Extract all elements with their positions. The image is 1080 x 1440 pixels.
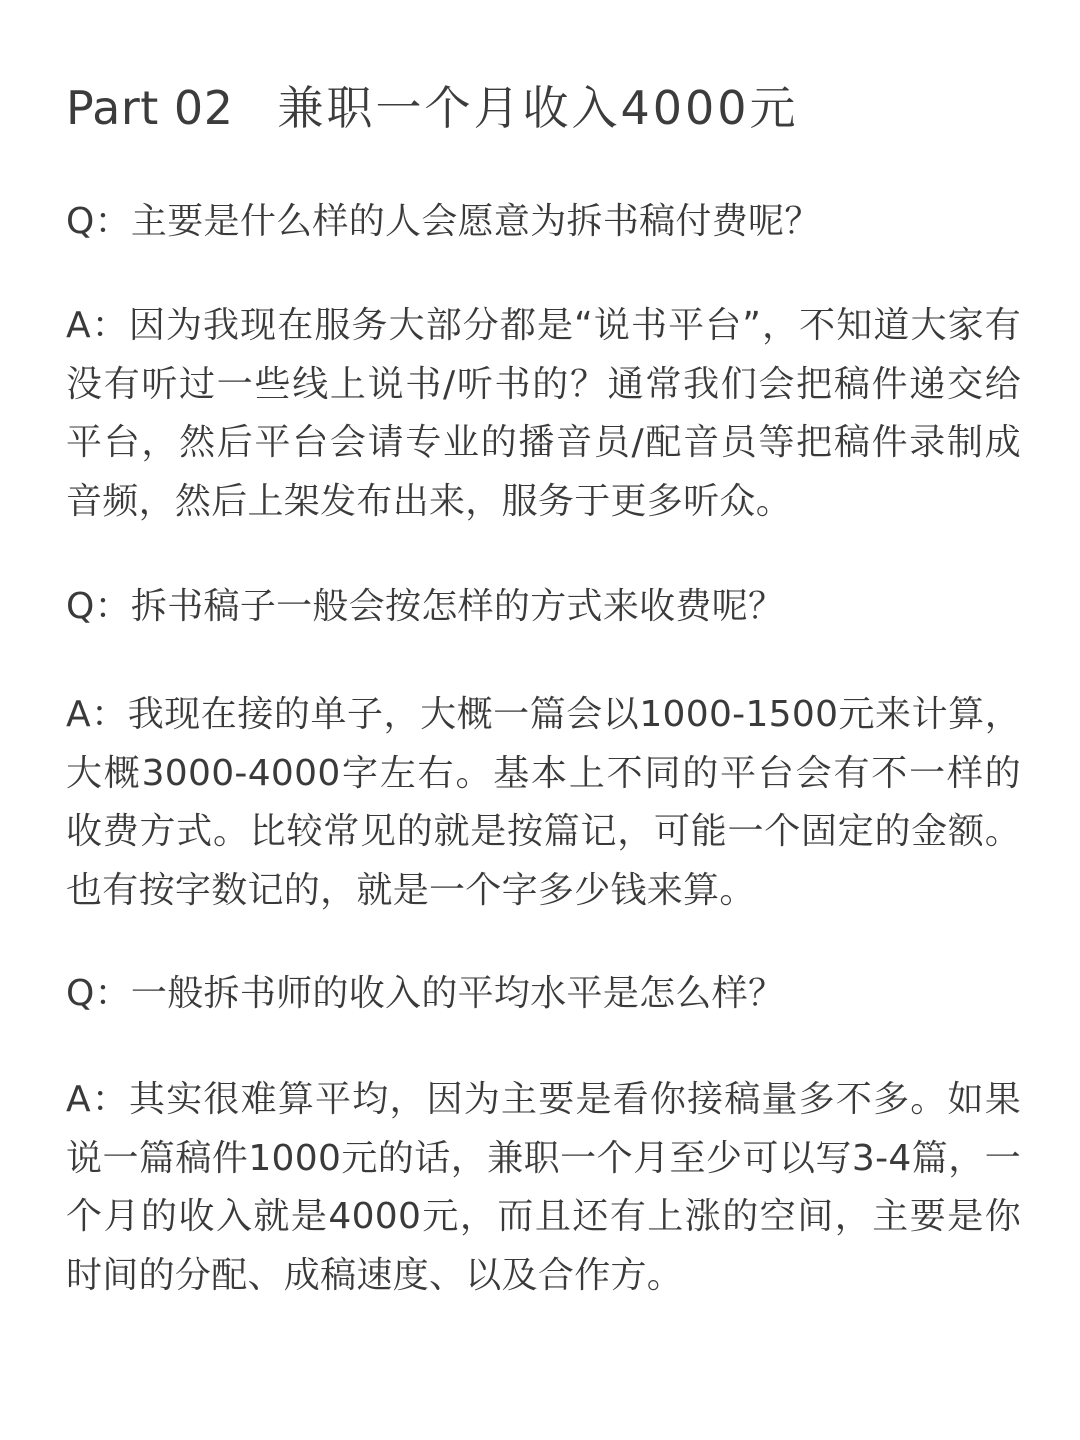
answer-1: A：因为我现在服务大部分都是“说书平台”，不知道大家有没有听过一些线上说书/听书的？通常我们会把稿件递交给平台，然后平台会请专业的播音员/配音员等把稿件录制成音频，然后上架发布出来，服务于更多听众。 xyxy=(66,305,1021,522)
answer-2: A：我现在接的单子，大概一篇会以1000-1500元来计算，大概3000-4000字左右。基本上不同的平台会有不一样的收费方式。比较常见的就是按篇记，可能一个固定的金额。也有按字数记的，就是一个字多少钱来算。 xyxy=(66,694,1021,911)
part-label: Part 02 xyxy=(66,81,234,135)
question-3: Q：一般拆书师的收入的平均水平是怎么样？ xyxy=(66,973,785,1014)
question-2: Q：拆书稿子一般会按怎样的方式来收费呢？ xyxy=(66,586,785,627)
page-title xyxy=(66,76,799,140)
question-1: Q：主要是什么样的人会愿意为拆书稿付费呢？ xyxy=(66,201,821,242)
title-text: 兼职一个月收入4000元 xyxy=(277,81,799,135)
answer-3: A：其实很难算平均，因为主要是看你接稿量多不多。如果说一篇稿件1000元的话，兼职一个月至少可以写3-4篇，一个月的收入就是4000元，而且还有上涨的空间，主要是你时间的分配、成稿速度、以及合作方。 xyxy=(66,1079,1021,1296)
